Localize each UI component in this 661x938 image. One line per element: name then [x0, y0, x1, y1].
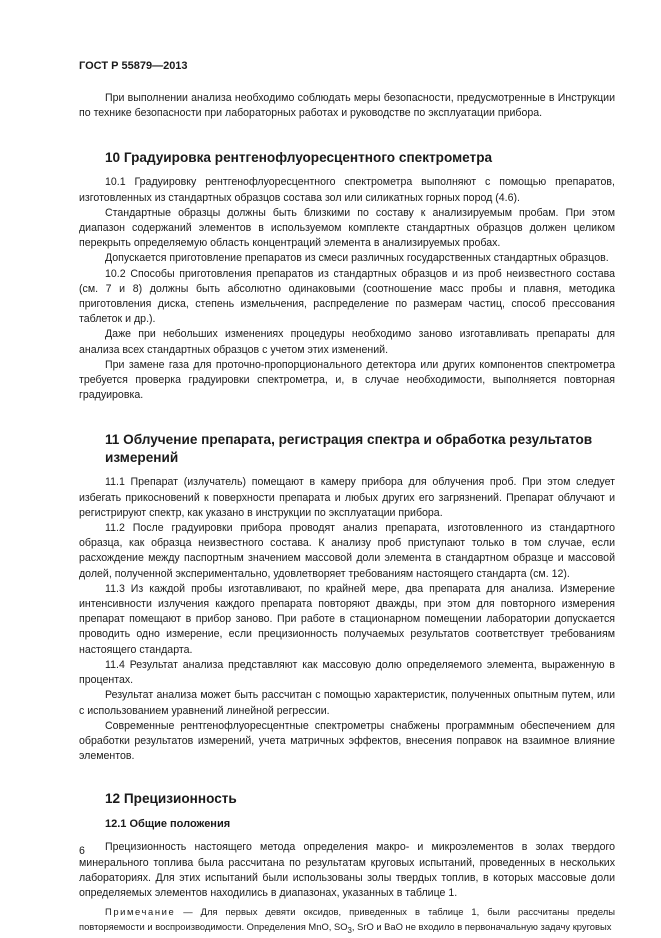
safety-paragraph: При выполнении анализа необходимо соблюдать меры безопасности, предусмотренные в Инструкции по технике безопасности при лабораторных работах и руководстве по эксплуатации прибора.	[79, 92, 615, 120]
paragraph: Даже при небольших изменениях процедуры необходимо заново изготавливать препараты для анализа всех стандартных образцов с учетом этих изменений.	[79, 328, 615, 356]
paragraph: 10.1 Градуировку рентгенофлуоресцентного спектрометра выполняют с помощью препаратов, изготовленных из стандартных образцов состава зол или силикатных горных пород (4.6).	[79, 176, 615, 204]
paragraph: Современные рентгенофлуоресцентные спектрометры снабжены программным обеспечением для обработки результатов измерений, учета матричных эффектов, внесения поправок на взаимное влияние элементов.	[79, 719, 615, 763]
page-number: 6	[79, 845, 85, 857]
subsection-12-1-heading: 12.1 Общие положения	[105, 818, 231, 831]
note-paragraph	[79, 905, 615, 938]
paragraph: 11.4 Результат анализа представляют как массовую долю определяемого элемента, выраженную в процентах.	[79, 658, 615, 687]
paragraph: Стандартные образцы должны быть близкими по составу к анализируемым пробам. При этом диапазон содержаний элементов в используемом комплекте стандартных образцов должен целиком перекрыть определяемую область концентраций элемента в анализируемых пробах.	[79, 206, 615, 250]
paragraph: 10.2 Способы приготовления препаратов из стандартных образцов и из проб неизвестного состава (см. 7 и 8) должны быть абсолютно одинаковыми (соотношение масс пробы и плавня, методика приготовления диска, степень измельчения, распределение по размерам частиц, способ прессования таблеток и др.).	[79, 267, 615, 326]
section-11-heading: 11 Облучение препарата, регистрация спектра и обработка результатов измерений	[105, 432, 593, 466]
note-text-part-1: — Для первых девяти оксидов, приведенных в таблице 1, были рассчитаны пределы повторяемости и воспроизводимости. Определения MnO, SO	[79, 906, 615, 932]
section-12-heading: 12 Прецизионность	[105, 791, 237, 807]
note-text-part-2: , SrO и BaO не входило в первоначальную задачу круговых	[351, 920, 612, 932]
standard-header: ГОСТ Р 55879—2013	[79, 60, 188, 72]
precision-paragraph: Прецизионность настоящего метода определения макро- и микроэлементов в золах твердого минерального топлива была рассчитана по результатам круговых испытаний, проведенных в нескольких лабораториях. Для этих испытаний были использованы золы твердых топлив, в которых массовые доли определяемых элементов находились в диапазонах, указанных в таблице 1.	[79, 841, 615, 899]
section-11-body	[79, 475, 615, 764]
paragraph: 11.2 После градуировки прибора проводят анализ препарата, изготовленного из стандартного образца, как образца неизвестного состава. К анализу проб приступают только в том случае, если расхождение между паспортным значением массовой доли элемента в стандартном образце и массовой долей, полученной экспериментально, удовлетворяет требованиям настоящего стандарта (см. 12).	[79, 522, 615, 580]
paragraph: Результат анализа может быть рассчитан с помощью характеристик, полученных опытным путем, или с использованием уравнений линейной регрессии.	[79, 689, 615, 717]
note-subscript: 3	[347, 925, 352, 935]
paragraph: 11.3 Из каждой пробы изготавливают, по крайней мере, два препарата для анализа. Измерение интенсивности излучения каждого препарата повторяют дважды, при этом для повторного измерения препарат помещают в прибор заново. При работе в стационарном помещении лаборатории допускается проводить одно измерение, если прецизионность получаемых результатов соответствует требованиям настоящего стандарта.	[79, 582, 615, 656]
paragraph: Допускается приготовление препаратов из смеси различных государственных стандартных образцов.	[105, 252, 609, 265]
paragraph: При замене газа для проточно-пропорционального детектора или других компонентов спектрометра требуется проверка градуировки спектрометра, и, в случае необходимости, выполняется повторная градуировка.	[79, 358, 615, 402]
note-label: Примечание	[105, 906, 176, 918]
section-10-body	[79, 175, 615, 403]
paragraph: 11.1 Препарат (излучатель) помещают в камеру прибора для облучения проб. При этом следует избегать прикосновений к поверхности препарата и любых других его загрязнений. Препарат облучают и регистрируют спектр, как указано в инструкции по эксплуатации прибора.	[79, 476, 615, 519]
section-10-heading: 10 Градуировка рентгенофлуоресцентного спектрометра	[105, 150, 493, 166]
page-content	[79, 91, 615, 938]
